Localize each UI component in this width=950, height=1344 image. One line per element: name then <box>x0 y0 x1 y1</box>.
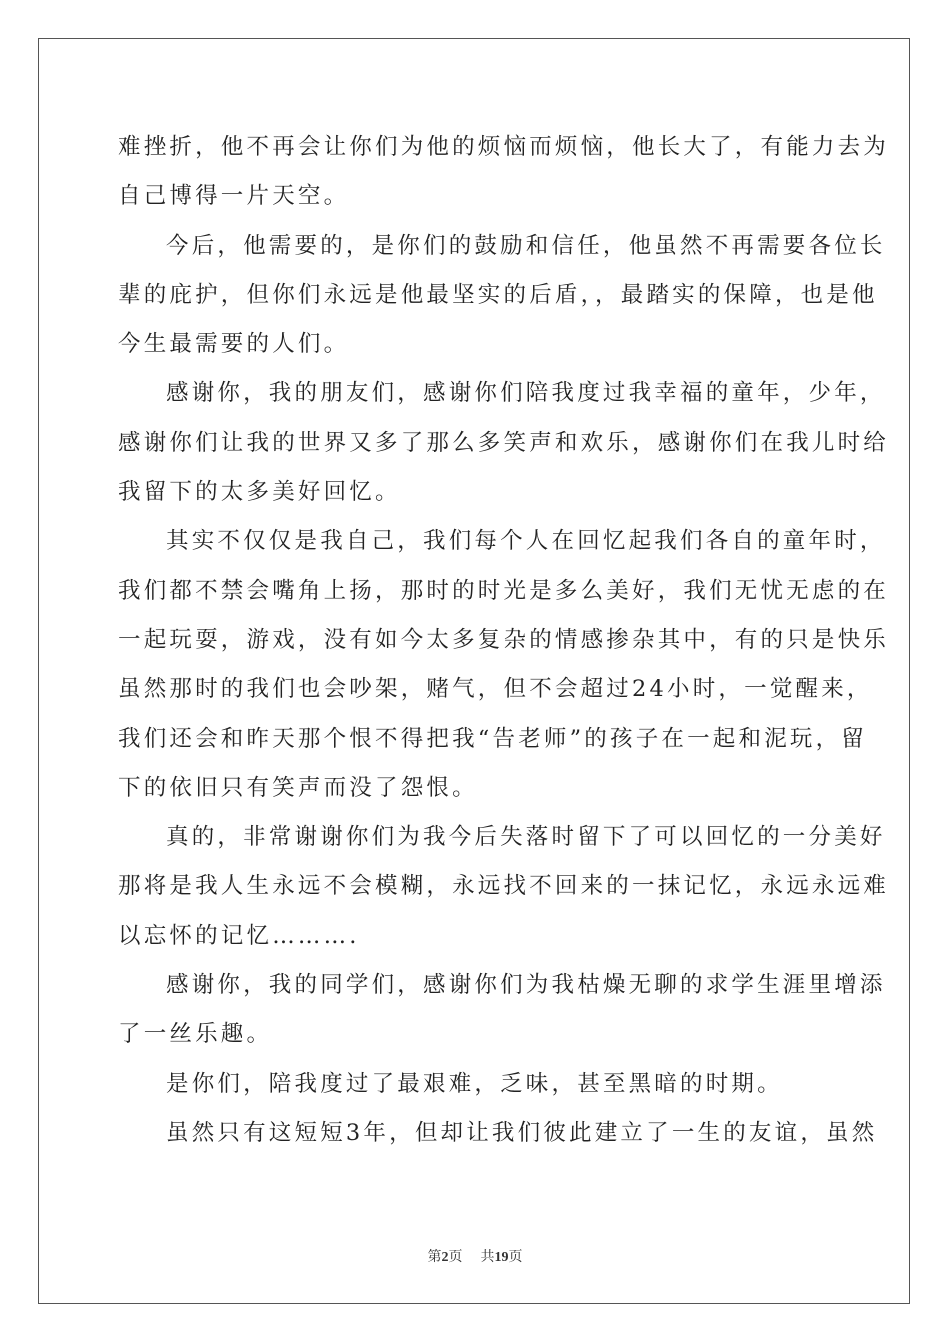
text-line: 是你们，陪我度过了最艰难，乏味，甚至黑暗的时期。 <box>166 1070 783 1097</box>
text-line: 难挫折，他不再会让你们为他的烦恼而烦恼，他长大了，有能力去为 <box>118 134 890 160</box>
total-suffix: 页 <box>508 1250 523 1265</box>
page-suffix: 页 <box>448 1250 463 1265</box>
text-line: 其实不仅仅是我自己，我们每个人在回忆起我们各自的童年时， <box>166 528 886 555</box>
text-line: 我们还会和昨天那个恨不得把我“告老师”的孩子在一起和泥玩，留 <box>118 725 868 752</box>
text-line: 感谢你，我的朋友们，感谢你们陪我度过我幸福的童年，少年， <box>166 380 886 407</box>
text-line: 那将是我人生永远不会模糊，永远找不回来的一抹记忆，永远永远难 <box>118 873 890 900</box>
paragraph <box>118 813 890 961</box>
total-prefix: 共 <box>480 1250 495 1265</box>
text-line: 感谢你，我的同学们，感谢你们为我枯燥无聊的求学生涯里增添 <box>166 972 886 999</box>
paragraph <box>118 222 886 370</box>
text-line: 以忘怀的记忆………. <box>118 922 360 949</box>
text-line: 自己博得一片天空。 <box>118 183 350 210</box>
document-body <box>118 123 890 1158</box>
paragraph <box>118 1109 878 1158</box>
total-pages: 19 <box>494 1250 509 1265</box>
text-line: 我留下的太多美好回忆。 <box>118 479 401 506</box>
paragraph <box>118 517 890 813</box>
text-line: 今生最需要的人们。 <box>118 331 350 358</box>
paragraph <box>118 961 886 1060</box>
paragraph <box>118 369 890 517</box>
text-line: 我们都不禁会嘴角上扬，那时的时光是多么美好，我们无忧无虑的在 <box>118 577 890 604</box>
paragraph <box>118 123 890 222</box>
paragraph <box>118 1060 836 1109</box>
text-line: 一起玩耍，游戏，没有如今太多复杂的情感掺杂其中，有的只是快乐 <box>118 626 890 653</box>
text-line: 虽然那时的我们也会吵架，赌气，但不会超过24小时，一觉醒来， <box>118 676 873 703</box>
page-footer <box>0 1246 950 1266</box>
page-prefix: 第 <box>427 1250 442 1265</box>
text-line: 了一丝乐趣。 <box>118 1021 273 1048</box>
text-line: 今后，他需要的，是你们的鼓励和信任，他虽然不再需要各位长 <box>166 232 886 259</box>
page-number: 2 <box>441 1250 449 1265</box>
text-line: 下的依旧只有笑声而没了怨恨。 <box>118 774 478 801</box>
text-line: 辈的庇护，但你们永远是他最坚实的后盾，，最踏实的保障，也是他 <box>118 281 878 308</box>
text-line: 真的，非常谢谢你们为我今后失落时留下了可以回忆的一分美好 <box>166 824 886 851</box>
text-line: 虽然只有这短短3年，但却让我们彼此建立了一生的友谊，虽然 <box>166 1119 878 1146</box>
text-line: 感谢你们让我的世界又多了那么多笑声和欢乐，感谢你们在我儿时给 <box>118 429 890 456</box>
